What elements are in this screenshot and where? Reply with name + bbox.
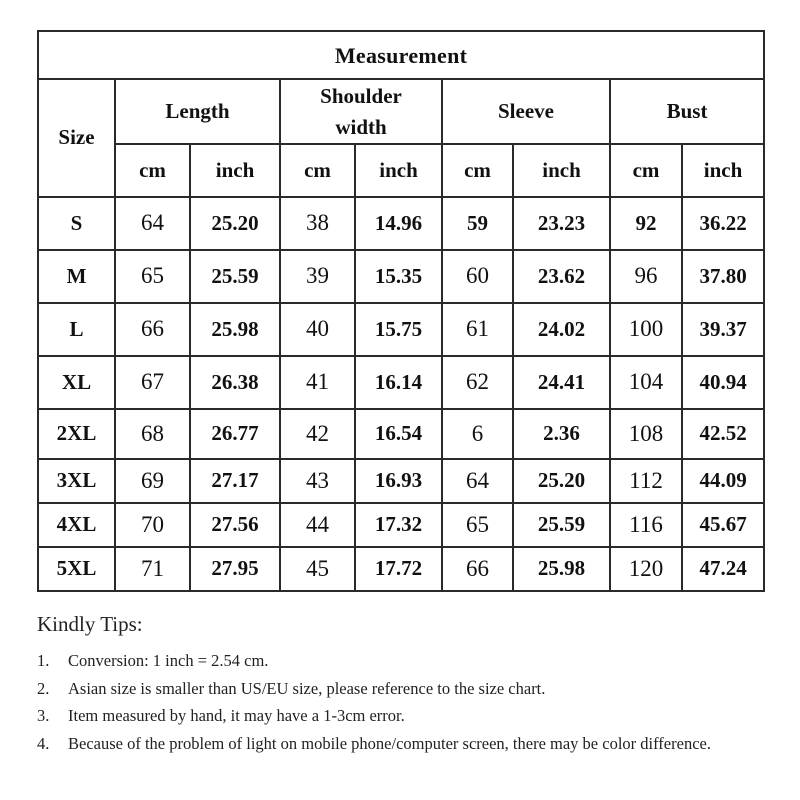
bust-cm-cell: 100 <box>610 303 682 356</box>
length-cm-cell: 67 <box>115 356 190 409</box>
size-cell: 2XL <box>38 409 115 459</box>
sleeve-inch-cell: 25.98 <box>513 547 610 591</box>
sleeve-cm-cell: 64 <box>442 459 513 503</box>
table-title: Measurement <box>38 31 764 79</box>
unit-inch-header: inch <box>190 144 280 197</box>
bust-cm-cell: 104 <box>610 356 682 409</box>
shoulder-inch-cell: 15.75 <box>355 303 442 356</box>
sleeve-header: Sleeve <box>442 79 610 144</box>
length-cm-cell: 65 <box>115 250 190 303</box>
table-row <box>38 459 764 503</box>
bust-cm-cell: 92 <box>610 197 682 250</box>
size-cell: S <box>38 197 115 250</box>
length-inch-cell: 25.59 <box>190 250 280 303</box>
unit-cm-header: cm <box>610 144 682 197</box>
sleeve-cm-cell: 62 <box>442 356 513 409</box>
size-cell: 4XL <box>38 503 115 547</box>
tip-text: Conversion: 1 inch = 2.54 cm. <box>68 651 269 671</box>
bust-inch-cell: 42.52 <box>682 409 764 459</box>
length-cm-cell: 68 <box>115 409 190 459</box>
table-row <box>38 547 764 591</box>
shoulder-cm-cell: 45 <box>280 547 355 591</box>
length-inch-cell: 26.77 <box>190 409 280 459</box>
table-row <box>38 303 764 356</box>
shoulder-inch-cell: 16.93 <box>355 459 442 503</box>
sleeve-cm-cell: 66 <box>442 547 513 591</box>
length-inch-cell: 26.38 <box>190 356 280 409</box>
bust-inch-cell: 45.67 <box>682 503 764 547</box>
sleeve-inch-cell: 25.59 <box>513 503 610 547</box>
shoulder-inch-cell: 17.32 <box>355 503 442 547</box>
shoulder-width-header <box>280 79 442 144</box>
shoulder-inch-cell: 14.96 <box>355 197 442 250</box>
shoulder-cm-cell: 42 <box>280 409 355 459</box>
shoulder-header-line1: Shoulder <box>320 84 402 109</box>
size-chart-table <box>37 30 765 592</box>
unit-cm-header: cm <box>442 144 513 197</box>
bust-inch-cell: 39.37 <box>682 303 764 356</box>
table-row <box>38 356 764 409</box>
tips-list <box>37 647 777 757</box>
sleeve-inch-cell: 24.02 <box>513 303 610 356</box>
sleeve-cm-cell: 61 <box>442 303 513 356</box>
table-row <box>38 409 764 459</box>
table-row <box>38 197 764 250</box>
shoulder-inch-cell: 16.14 <box>355 356 442 409</box>
length-inch-cell: 27.95 <box>190 547 280 591</box>
shoulder-cm-cell: 44 <box>280 503 355 547</box>
sleeve-inch-cell: 25.20 <box>513 459 610 503</box>
shoulder-cm-cell: 40 <box>280 303 355 356</box>
shoulder-cm-cell: 43 <box>280 459 355 503</box>
bust-inch-cell: 37.80 <box>682 250 764 303</box>
tip-number: 1. <box>37 651 50 671</box>
tip-item <box>37 702 777 730</box>
unit-cm-header: cm <box>115 144 190 197</box>
shoulder-inch-cell: 17.72 <box>355 547 442 591</box>
sleeve-inch-cell: 2.36 <box>513 409 610 459</box>
bust-cm-cell: 108 <box>610 409 682 459</box>
size-cell: L <box>38 303 115 356</box>
tip-text: Asian size is smaller than US/EU size, please reference to the size chart. <box>68 678 546 698</box>
shoulder-cm-cell: 38 <box>280 197 355 250</box>
tip-text: Because of the problem of light on mobile phone/computer screen, there may be color difference. <box>68 733 711 753</box>
table-row <box>38 503 764 547</box>
bust-cm-cell: 120 <box>610 547 682 591</box>
tips-title: Kindly Tips: <box>37 612 143 636</box>
sleeve-cm-cell: 65 <box>442 503 513 547</box>
size-cell: M <box>38 250 115 303</box>
tip-number: 2. <box>37 678 50 698</box>
tip-number: 4. <box>37 733 50 753</box>
shoulder-inch-cell: 16.54 <box>355 409 442 459</box>
length-cm-cell: 64 <box>115 197 190 250</box>
size-cell: XL <box>38 356 115 409</box>
length-header: Length <box>115 79 280 144</box>
bust-inch-cell: 36.22 <box>682 197 764 250</box>
bust-inch-cell: 47.24 <box>682 547 764 591</box>
unit-inch-header: inch <box>682 144 764 197</box>
length-cm-cell: 69 <box>115 459 190 503</box>
size-cell: 5XL <box>38 547 115 591</box>
sleeve-cm-cell: 60 <box>442 250 513 303</box>
kindly-tips <box>37 612 777 757</box>
sleeve-inch-cell: 23.23 <box>513 197 610 250</box>
bust-cm-cell: 96 <box>610 250 682 303</box>
shoulder-header-line2: width <box>335 114 387 139</box>
unit-inch-header: inch <box>513 144 610 197</box>
table-row <box>38 250 764 303</box>
bust-inch-cell: 40.94 <box>682 356 764 409</box>
sleeve-cm-cell: 6 <box>442 409 513 459</box>
bust-header: Bust <box>610 79 764 144</box>
tip-item <box>37 675 777 703</box>
tip-text: Item measured by hand, it may have a 1-3cm error. <box>68 706 405 726</box>
sleeve-inch-cell: 23.62 <box>513 250 610 303</box>
unit-inch-header: inch <box>355 144 442 197</box>
sleeve-inch-cell: 24.41 <box>513 356 610 409</box>
tip-item <box>37 647 777 675</box>
length-cm-cell: 71 <box>115 547 190 591</box>
shoulder-inch-cell: 15.35 <box>355 250 442 303</box>
unit-cm-header: cm <box>280 144 355 197</box>
tip-number: 3. <box>37 706 50 726</box>
length-inch-cell: 25.20 <box>190 197 280 250</box>
length-inch-cell: 27.56 <box>190 503 280 547</box>
bust-inch-cell: 44.09 <box>682 459 764 503</box>
bust-cm-cell: 112 <box>610 459 682 503</box>
size-header: Size <box>38 79 115 197</box>
shoulder-cm-cell: 39 <box>280 250 355 303</box>
length-cm-cell: 66 <box>115 303 190 356</box>
sleeve-cm-cell: 59 <box>442 197 513 250</box>
size-cell: 3XL <box>38 459 115 503</box>
shoulder-cm-cell: 41 <box>280 356 355 409</box>
length-inch-cell: 27.17 <box>190 459 280 503</box>
length-inch-cell: 25.98 <box>190 303 280 356</box>
tip-item <box>37 730 777 758</box>
length-cm-cell: 70 <box>115 503 190 547</box>
bust-cm-cell: 116 <box>610 503 682 547</box>
